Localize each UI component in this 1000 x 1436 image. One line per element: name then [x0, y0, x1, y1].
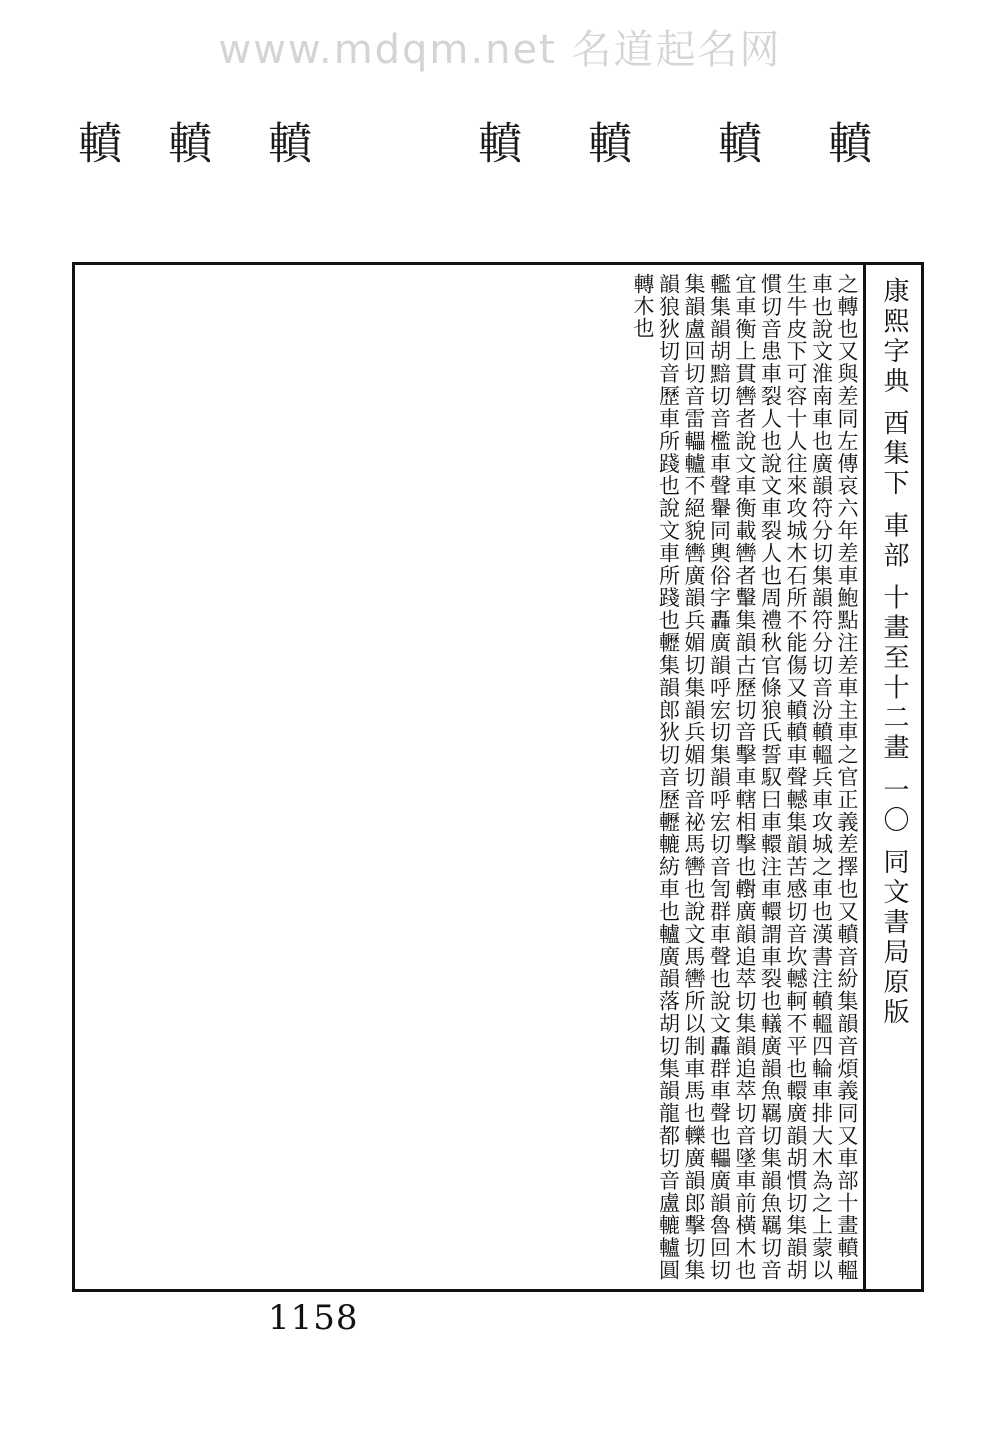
- seal-headword: 轒: [710, 120, 761, 164]
- dictionary-body-text: 之轉也又與差同左傳哀六年差車鮑點注差車主車之官正義差擇也又轒音紛集韻音煩義同又車部十畫轒轀車也說文淮南車也廣韻符分切集韻符分切音汾轒轀兵車攻城之車也漢書注轒轀四輪車排大木為之上蒙以生牛皮下可容十人往來攻城木石所不能傷又轒轒車聲轗集韻苦感切音坎轗軻不平也轘廣韻胡慣切集韻胡慣切音患車裂人也說文車裂人也周禮秋官條狼氏誓馭曰車轘注車轘謂車裂也轙廣韻魚羈切集韻魚羈切音宜車衡上貫轡者說文車衡載轡者轚集韻古歷切音擊車轄相擊也轛廣韻追萃切集韻追萃切音墜車前橫木也轞集韻胡黯切音檻車聲轝同輿俗字轟廣韻呼宏切集韻呼宏切音訇群車聲也說文轟群車聲也轠廣韻魯回切集韻盧回切音雷轠轤不絕貌轡廣韻兵媚切集韻兵媚切音祕馬轡也說文馬轡所以制車馬也轢廣韻郎擊切集韻狼狄切音歷車所踐也說文車所踐也轣集韻郎狄切音歷轣轆紡車也轤廣韻落胡切集韻龍都切音盧轆轤圓轉木也: [631, 273, 859, 1281]
- side-margin-column: [863, 265, 921, 1289]
- seal-headword: 轒: [260, 120, 311, 164]
- side-margin-title: 康熙字典 酉集下 車部 十畫至十二畫 一〇 同文書局原版: [879, 277, 909, 1029]
- seal-script-headwords: [60, 120, 940, 260]
- seal-headword: 轒: [70, 120, 121, 164]
- seal-headword: 轒: [160, 120, 211, 164]
- seal-headword: 轒: [470, 120, 521, 164]
- dictionary-page-frame: [72, 262, 924, 1292]
- page-number: 1158: [268, 1298, 359, 1338]
- watermark-text: www.mdqm.net 名道起名网: [218, 27, 782, 73]
- seal-headword: 轒: [820, 120, 871, 164]
- seal-headword: 轒: [580, 120, 631, 164]
